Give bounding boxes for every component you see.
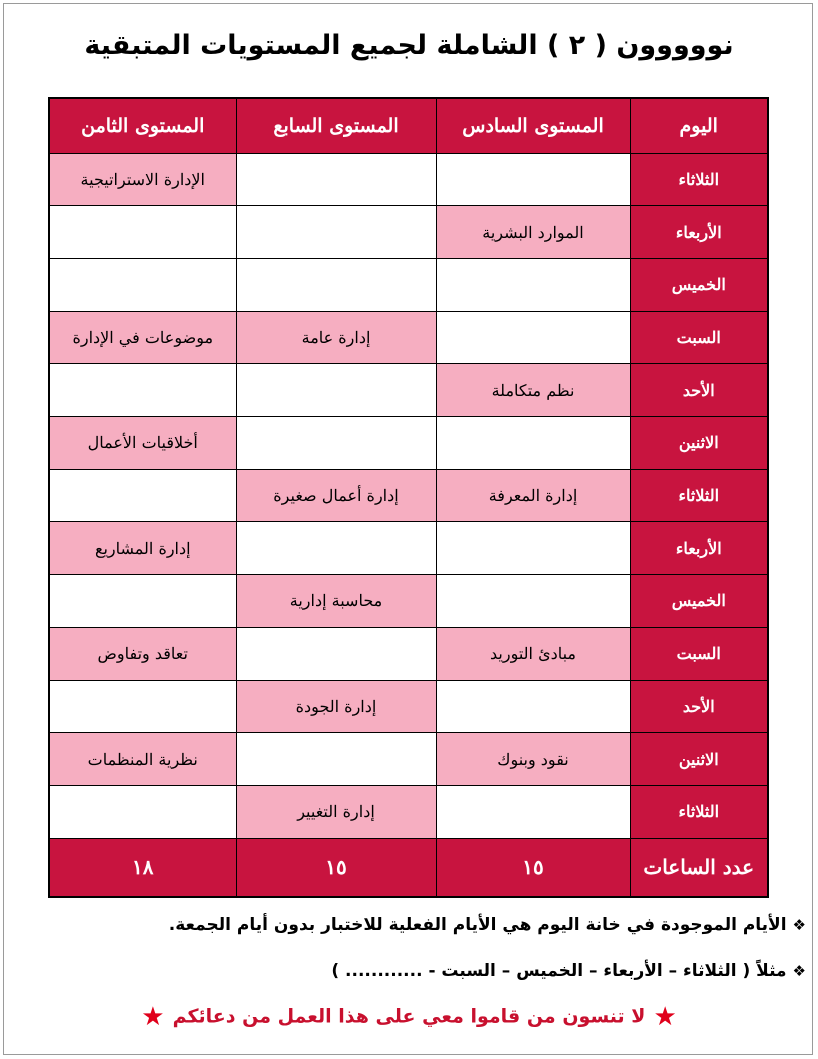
table-row — [49, 153, 768, 206]
course-cell-c7 — [236, 153, 436, 206]
course-cell-c6 — [436, 575, 630, 628]
diamond-bullet-icon: ❖ — [792, 962, 806, 980]
header-level-7: المستوى السابع — [236, 98, 436, 153]
day-cell: الأربعاء — [630, 522, 768, 575]
course-cell-c8 — [49, 469, 236, 522]
day-cell: السبت — [630, 627, 768, 680]
table-row — [49, 311, 768, 364]
table-row — [49, 206, 768, 259]
total-level-8: ١٨ — [49, 838, 236, 897]
table-row — [49, 469, 768, 522]
credit-text: لا تنسون من قاموا معي على هذا العمل من دعائكم — [172, 1005, 646, 1028]
course-cell-c8: موضوعات في الإدارة — [49, 311, 236, 364]
day-cell: السبت — [630, 311, 768, 364]
course-cell-c7: محاسبة إدارية — [236, 575, 436, 628]
table-row — [49, 522, 768, 575]
note-text-2: مثلاً ( الثلاثاء – الأربعاء – الخميس – السبت - ............ ) — [331, 961, 787, 981]
course-cell-c6: الموارد البشرية — [436, 206, 630, 259]
course-cell-c7 — [236, 417, 436, 470]
day-cell: الاثنين — [630, 417, 768, 470]
course-cell-c7 — [236, 206, 436, 259]
schedule-table — [48, 97, 769, 898]
course-cell-c6 — [436, 258, 630, 311]
table-row — [49, 785, 768, 838]
course-cell-c8 — [49, 258, 236, 311]
total-level-6: ١٥ — [436, 838, 630, 897]
table-row — [49, 417, 768, 470]
course-cell-c6 — [436, 522, 630, 575]
table-row — [49, 575, 768, 628]
total-row — [49, 838, 768, 897]
day-cell: الخميس — [630, 258, 768, 311]
table-row — [49, 733, 768, 786]
course-cell-c7: إدارة أعمال صغيرة — [236, 469, 436, 522]
table-header-row — [49, 98, 768, 153]
course-cell-c6 — [436, 680, 630, 733]
header-day: اليوم — [630, 98, 768, 153]
course-cell-c8: نظرية المنظمات — [49, 733, 236, 786]
note-line-1 — [169, 915, 806, 935]
course-cell-c8: الإدارة الاستراتيجية — [49, 153, 236, 206]
header-level-6: المستوى السادس — [436, 98, 630, 153]
course-cell-c6 — [436, 785, 630, 838]
course-cell-c8 — [49, 680, 236, 733]
course-cell-c6: نظم متكاملة — [436, 364, 630, 417]
course-cell-c7 — [236, 733, 436, 786]
day-cell: الأحد — [630, 680, 768, 733]
header-level-8: المستوى الثامن — [49, 98, 236, 153]
total-level-7: ١٥ — [236, 838, 436, 897]
course-cell-c6 — [436, 153, 630, 206]
diamond-bullet-icon: ❖ — [792, 916, 806, 934]
credit-line — [0, 1002, 818, 1032]
table-row — [49, 258, 768, 311]
total-label: عدد الساعات — [630, 838, 768, 897]
course-cell-c7 — [236, 258, 436, 311]
table-row — [49, 364, 768, 417]
course-cell-c7: إدارة التغيير — [236, 785, 436, 838]
course-cell-c6: نقود وبنوك — [436, 733, 630, 786]
day-cell: الخميس — [630, 575, 768, 628]
course-cell-c8 — [49, 206, 236, 259]
star-icon: ★ — [141, 1002, 165, 1032]
note-line-2 — [331, 961, 806, 981]
course-cell-c8 — [49, 575, 236, 628]
course-cell-c6: مبادئ التوريد — [436, 627, 630, 680]
course-cell-c6 — [436, 417, 630, 470]
day-cell: الثلاثاء — [630, 469, 768, 522]
course-cell-c7: إدارة الجودة — [236, 680, 436, 733]
course-cell-c8: أخلاقيات الأعمال — [49, 417, 236, 470]
day-cell: الاثنين — [630, 733, 768, 786]
note-text-1: الأيام الموجودة في خانة اليوم هي الأيام الفعلية للاختبار بدون أيام الجمعة. — [168, 915, 787, 935]
course-cell-c8: إدارة المشاريع — [49, 522, 236, 575]
star-icon: ★ — [653, 1002, 677, 1032]
table-row — [49, 680, 768, 733]
course-cell-c8 — [49, 364, 236, 417]
page-title: نووووون ( ٢ ) الشاملة لجميع المستويات المتبقية — [84, 30, 734, 61]
course-cell-c7: إدارة عامة — [236, 311, 436, 364]
course-cell-c7 — [236, 627, 436, 680]
table-row — [49, 627, 768, 680]
day-cell: الأحد — [630, 364, 768, 417]
day-cell: الثلاثاء — [630, 153, 768, 206]
day-cell: الأربعاء — [630, 206, 768, 259]
course-cell-c6 — [436, 311, 630, 364]
course-cell-c8 — [49, 785, 236, 838]
course-cell-c6: إدارة المعرفة — [436, 469, 630, 522]
course-cell-c7 — [236, 364, 436, 417]
course-cell-c8: تعاقد وتفاوض — [49, 627, 236, 680]
course-cell-c7 — [236, 522, 436, 575]
day-cell: الثلاثاء — [630, 785, 768, 838]
